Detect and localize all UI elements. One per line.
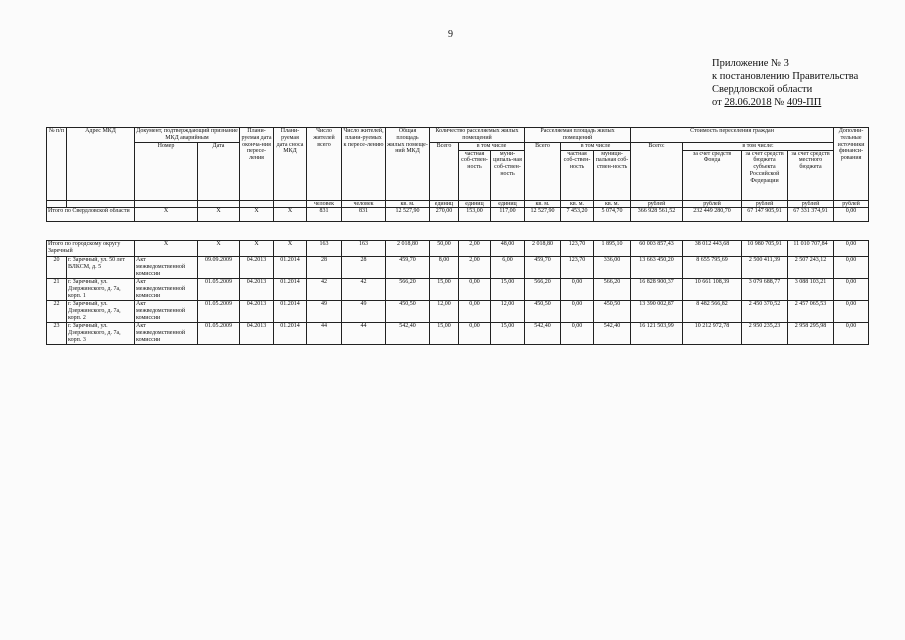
row-cost-fund: 10 212 972,78 [683,323,742,345]
col-doc-number: Номер [135,142,198,200]
row-area-municipal: 336,00 [594,257,631,279]
col-area-private: частная соб-ствен-ность [561,150,594,200]
row-plan-demolish: 01.2014 [274,279,307,301]
row-cost-fund: 8 655 795,69 [683,257,742,279]
row-cost-region: 2 450 370,52 [742,301,788,323]
row-cost: 13 390 002,87 [631,301,683,323]
row-date: 01.05.2009 [198,323,240,345]
cell: 7 453,20 [561,208,594,222]
table-row [47,323,869,345]
table-row [47,279,869,301]
unit-rub-2: рублей [683,200,742,208]
row-residents-planned: 49 [342,301,386,323]
col-plan-demolish: Плани-руемая дата сноса МКД [274,128,307,201]
table-row [47,257,869,279]
row-rooms-private: 0,00 [459,323,491,345]
row-plan-demolish: 01.2014 [274,323,307,345]
resettlement-table-header [46,127,869,222]
col-plan-end: Плани-руемая дата оконча-ния пересе-ления [240,128,274,201]
row-extra: 0,00 [834,323,869,345]
cell: 67 331 374,91 [788,208,834,222]
col-no: № п/п [47,128,67,201]
row-area-total: 566,20 [525,279,561,301]
row-plan-end: 04.2013 [240,323,274,345]
row-rooms: 15,00 [430,323,459,345]
cell: 60 003 857,43 [631,241,683,257]
cell: 2 018,80 [525,241,561,257]
row-residents-planned: 28 [342,257,386,279]
unit-units-1: единиц [430,200,459,208]
cell: 831 [342,208,386,222]
col-rooms-count: Количество расселяемых жилых помещений [430,128,525,143]
total-region-label: Итого по Свердловской области [47,208,135,222]
row-residents: 49 [307,301,342,323]
cell: X [135,241,198,257]
row-residents-planned: 44 [342,323,386,345]
unit-people-1: человек [307,200,342,208]
col-extra-sources: Дополни-тельные источники финанси-рования [834,128,869,201]
cell: 2,00 [459,241,491,257]
cell: 123,70 [561,241,594,257]
row-area: 450,50 [386,301,430,323]
total-district-label: Итого по городскому округу Заречный [47,241,135,257]
unit-rub-1: рублей [631,200,683,208]
cell: X [198,241,240,257]
row-rooms-municipal: 6,00 [491,257,525,279]
row-date: 01.05.2009 [198,301,240,323]
row-area-total: 459,70 [525,257,561,279]
cell: 50,00 [430,241,459,257]
row-plan-demolish: 01.2014 [274,257,307,279]
cell: X [198,208,240,222]
col-cost: Стоимость переселения граждан [631,128,834,143]
row-extra: 0,00 [834,301,869,323]
row-cost-local: 2 958 295,98 [788,323,834,345]
row-area-municipal: 542,40 [594,323,631,345]
cell: 0,00 [834,208,869,222]
col-document: Документ, подтверждающий признание МКД аварийным [136,128,238,141]
col-rooms-total: Всего [430,142,459,200]
row-rooms-municipal: 15,00 [491,323,525,345]
row-area: 459,70 [386,257,430,279]
cell: 153,00 [459,208,491,222]
row-area-private: 0,00 [561,301,594,323]
row-area-total: 542,40 [525,323,561,345]
cell: 12 527,90 [386,208,430,222]
cell: 270,00 [430,208,459,222]
row-date: 01.05.2009 [198,279,240,301]
cell: 1 895,10 [594,241,631,257]
row-cost-fund: 8 482 566,82 [683,301,742,323]
cell: 831 [307,208,342,222]
cell: X [240,241,274,257]
row-area-private: 0,00 [561,279,594,301]
resolution-number: 409-ПП [786,97,822,108]
row-cost: 16 828 900,37 [631,279,683,301]
cell: 67 147 905,91 [742,208,788,222]
row-residents: 44 [307,323,342,345]
row-cost-fund: 10 661 108,39 [683,279,742,301]
cell: 12 527,90 [525,208,561,222]
row-cost-local: 2 457 065,53 [788,301,834,323]
row-cost-local: 2 507 243,12 [788,257,834,279]
row-address: г. Заречный, ул. Дзержинского, д. 7а, корп. 3 [67,323,135,345]
col-doc-date: Дата [198,142,240,200]
row-area-municipal: 566,20 [594,279,631,301]
col-rooms-municipal: муни-ципаль-ная соб-ствен-ность [491,150,525,200]
row-rooms: 12,00 [430,301,459,323]
unit-rub-3: рублей [742,200,788,208]
row-extra: 0,00 [834,257,869,279]
row-area-municipal: 450,50 [594,301,631,323]
from-label: от [712,97,722,108]
row-document: Акт межведомственной комиссии [135,257,198,279]
total-region-row [47,208,869,222]
row-plan-end: 04.2013 [240,279,274,301]
appendix-title: Приложение № 3 [712,58,789,69]
unit-units-3: единиц [491,200,525,208]
total-district-row [47,241,869,257]
unit-sqm-4: кв. м. [594,200,631,208]
cell: 5 074,70 [594,208,631,222]
row-extra: 0,00 [834,279,869,301]
row-cost-region: 2 500 411,39 [742,257,788,279]
row-area: 542,40 [386,323,430,345]
row-rooms-private: 0,00 [459,301,491,323]
row-area-private: 123,70 [561,257,594,279]
unit-rub-5: рублей [834,200,869,208]
row-cost-region: 3 079 688,77 [742,279,788,301]
unit-units-2: единиц [459,200,491,208]
row-cost: 16 121 503,99 [631,323,683,345]
cell: 11 010 707,84 [788,241,834,257]
number-label: № [774,97,785,108]
cell: 10 980 705,91 [742,241,788,257]
row-number: 22 [47,301,67,323]
row-plan-end: 04.2013 [240,257,274,279]
row-rooms-private: 2,00 [459,257,491,279]
row-document: Акт межведомственной комиссии [135,301,198,323]
cell: X [274,241,307,257]
row-cost-region: 2 950 235,23 [742,323,788,345]
col-cost-incl: в том числе: [683,142,834,150]
unit-sqm-3: кв. м. [561,200,594,208]
table-row [47,301,869,323]
row-residents: 42 [307,279,342,301]
row-address: г. Заречный, ул. Дзержинского, д. 7а, корп. 2 [67,301,135,323]
row-cost: 13 663 450,20 [631,257,683,279]
col-cost-local: за счет средств местного бюджета [788,150,834,200]
unit-sqm-1: кв. м. [386,200,430,208]
col-cost-total: Всего: [631,142,683,200]
row-rooms: 8,00 [430,257,459,279]
cell: 232 449 280,70 [683,208,742,222]
appendix-line-2: к постановлению Правительства [712,71,859,82]
row-residents-planned: 42 [342,279,386,301]
cell: 163 [342,241,386,257]
col-residents-planned: Число жителей, плани-руемых к пересе-лению [342,128,386,201]
row-document: Акт межведомственной комиссии [135,323,198,345]
cell: X [274,208,307,222]
row-number: 20 [47,257,67,279]
unit-people-2: человек [342,200,386,208]
row-plan-demolish: 01.2014 [274,301,307,323]
row-rooms-private: 0,00 [459,279,491,301]
unit-sqm-2: кв. м. [525,200,561,208]
col-area-resettled: Расселяемая площадь жилых помещений [525,128,631,143]
cell: 163 [307,241,342,257]
row-number: 21 [47,279,67,301]
row-residents: 28 [307,257,342,279]
col-cost-region: за счет средств бюджета субъекта Российской Федерации [742,150,788,200]
appendix-block [712,57,858,109]
col-area-incl: в том числе [561,142,631,150]
cell: 366 928 561,52 [631,208,683,222]
cell: 117,00 [491,208,525,222]
cell: X [240,208,274,222]
page-number: 9 [448,29,453,40]
resettlement-table-body [46,240,869,345]
cell: 38 012 443,68 [683,241,742,257]
unit-rub-4: рублей [788,200,834,208]
col-area-municipal: муници-пальная соб-ствен-ность [594,150,631,200]
appendix-date-line [712,96,858,109]
col-rooms-private: частная соб-ствен-ность [459,150,491,200]
row-area: 566,20 [386,279,430,301]
row-document: Акт межведомственной комиссии [135,279,198,301]
cell: 2 018,80 [386,241,430,257]
row-plan-end: 04.2013 [240,301,274,323]
row-rooms-municipal: 15,00 [491,279,525,301]
row-area-total: 450,50 [525,301,561,323]
cell: X [135,208,198,222]
col-total-area: Общая площадь жилых помеще-ний МКД [386,128,430,201]
row-rooms-municipal: 12,00 [491,301,525,323]
row-number: 23 [47,323,67,345]
col-cost-fund: за счет средств Фонда [683,150,742,200]
cell: 48,00 [491,241,525,257]
row-address: г. Заречный, ул. 50 лет ВЛКСМ, д. 5 [67,257,135,279]
col-residents-total: Число жителей всего [307,128,342,201]
cell: 0,00 [834,241,869,257]
appendix-line-3: Свердловской области [712,84,813,95]
row-rooms: 15,00 [430,279,459,301]
row-area-private: 0,00 [561,323,594,345]
col-address: Адрес МКД [67,128,135,201]
row-address: г. Заречный, ул. Дзержинского, д. 7а, корп. 1 [67,279,135,301]
resolution-date: 28.06.2018 [724,97,772,108]
row-cost-local: 3 088 103,21 [788,279,834,301]
row-date: 09.09.2009 [198,257,240,279]
col-area-total: Всего [525,142,561,200]
col-rooms-incl: в том числе [459,142,525,150]
